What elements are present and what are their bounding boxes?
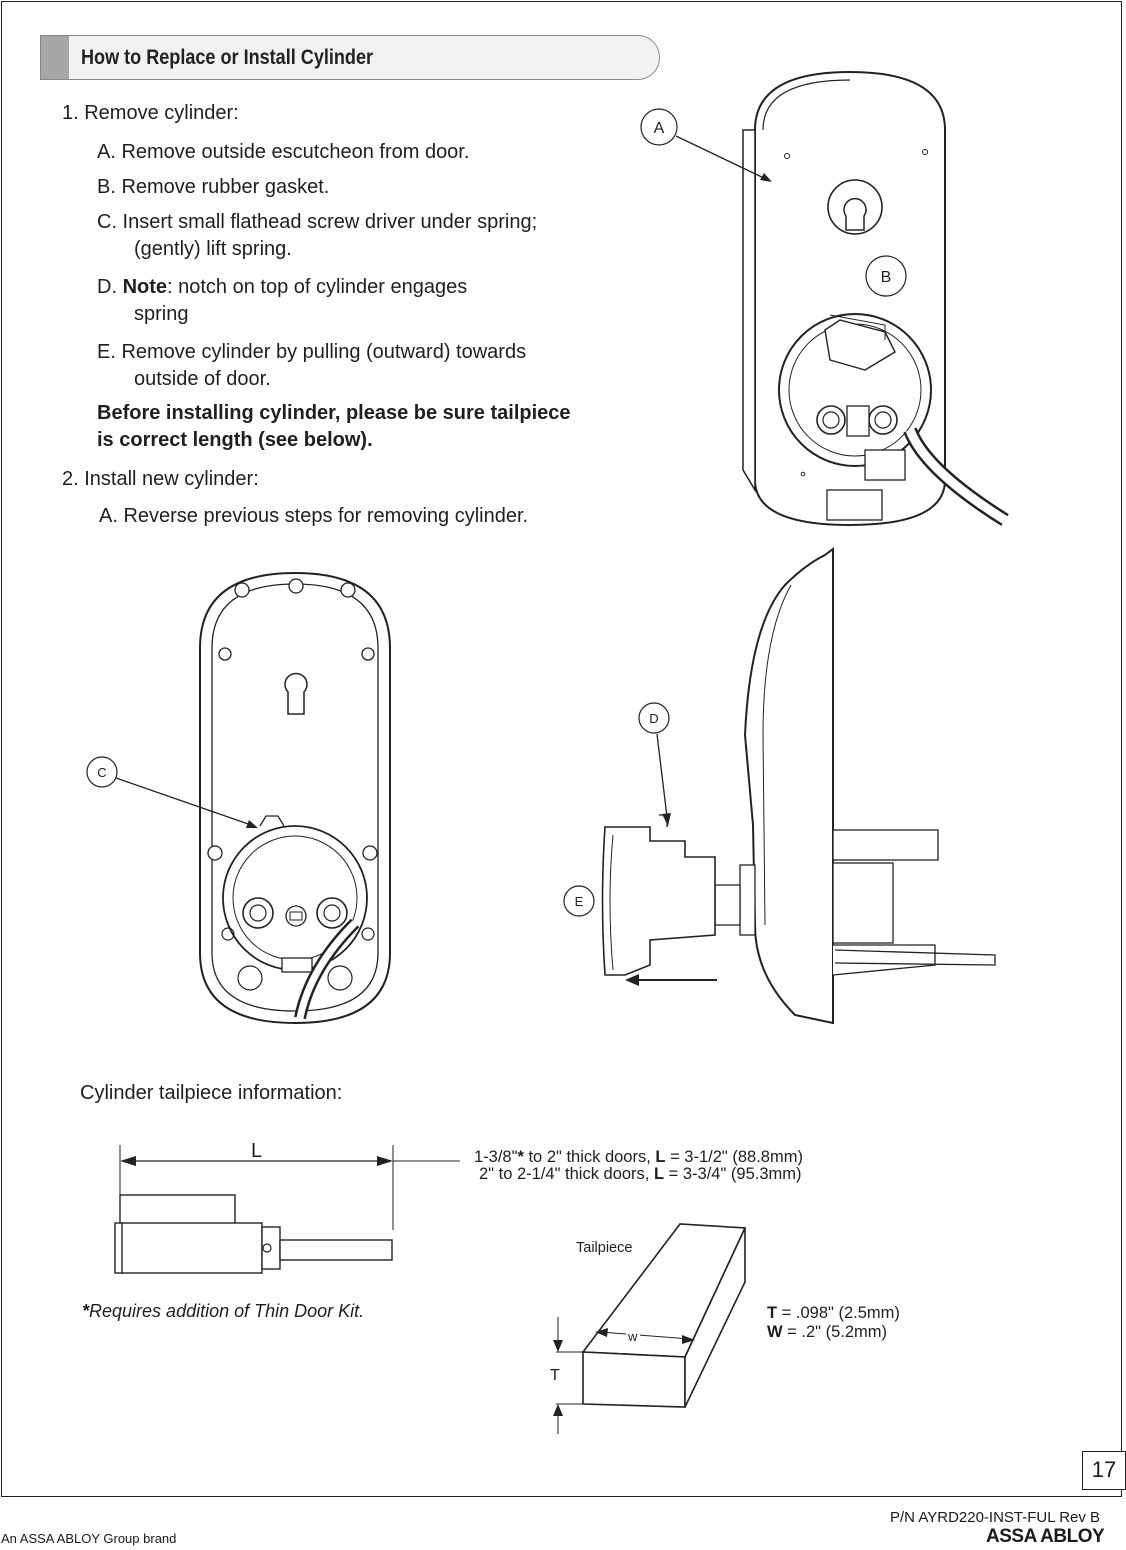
note-label: Note [122, 276, 168, 298]
spec2-length: = 3-3/4" (95.3mm) [664, 1165, 802, 1183]
spec1-thickness: 1-3/8" [474, 1148, 518, 1166]
spec1-length: = 3-1/2" (88.8mm) [665, 1148, 803, 1166]
callout-d-leader [638, 702, 688, 842]
spec-w-value: = .2" (5.2mm) [782, 1323, 888, 1341]
step-1c-line2: (gently) lift spring. [134, 238, 292, 260]
spec-t-value: = .098" (2.5mm) [777, 1304, 900, 1322]
callout-c: C [97, 765, 107, 780]
thin-door-note [82, 1299, 364, 1323]
spec-t-key: T [767, 1304, 778, 1322]
callout-b-label: B [880, 269, 892, 286]
spec2-text: 2" to 2-1/4" thick doors, [479, 1165, 654, 1183]
brand-line: An ASSA ABLOY Group brand [1, 1531, 177, 1546]
assa-abloy-logo: ASSA ABLOY [986, 1526, 1105, 1547]
tailpiece-thickness-spec [767, 1303, 900, 1323]
callout-e [563, 885, 597, 919]
step-1d-prefix: D. [97, 276, 123, 298]
section-header [40, 35, 660, 80]
callout-a-leader [640, 108, 780, 188]
step-1-heading: 1. Remove cylinder: [62, 102, 239, 124]
tailpiece-heading: Cylinder tailpiece information: [80, 1082, 343, 1104]
callout-e-label: E [574, 894, 584, 909]
width-label: w [628, 1329, 638, 1344]
part-number: P/N AYRD220-INST-FUL Rev B [890, 1509, 1101, 1526]
callout-d: D [649, 711, 659, 726]
warning-line1: Before installing cylinder, please be sure tailpiece [97, 402, 571, 424]
callout-a: A [653, 120, 665, 137]
step-2a: A. Reverse previous steps for removing cylinder. [99, 505, 529, 527]
header-accent-block [41, 36, 69, 79]
spec1-text: to 2" thick doors, [523, 1148, 656, 1166]
step-1e-line2: outside of door. [134, 368, 271, 390]
step-1d-text: : notch on top of cylinder engages [167, 276, 468, 298]
callout-c-leader [86, 756, 276, 836]
cylinder-length-figure [110, 1135, 460, 1285]
section-title: How to Replace or Install Cylinder [81, 46, 374, 69]
warning-line2: is correct length (see below). [97, 429, 373, 451]
step-1b: B. Remove rubber gasket. [97, 176, 330, 198]
spec-w-key: W [767, 1323, 783, 1341]
note-asterisk: * [82, 1301, 90, 1321]
step-1d-line2: spring [134, 303, 189, 325]
callout-b [864, 254, 908, 298]
step-1a: A. Remove outside escutcheon from door. [97, 141, 470, 163]
tailpiece-label: Tailpiece [576, 1240, 633, 1256]
step-1d-line1 [97, 275, 467, 299]
thickness-label: T [550, 1367, 560, 1384]
tailpiece-spec-line2 [479, 1164, 802, 1184]
spec1-l-key: L [655, 1148, 666, 1166]
step-2-heading: 2. Install new cylinder: [62, 468, 259, 490]
step-1c-line1: C. Insert small flathead screw driver under spring; [97, 211, 538, 233]
spec1-asterisk: * [517, 1148, 524, 1166]
page-number: 17 [1082, 1451, 1126, 1490]
spec2-l-key: L [653, 1165, 665, 1183]
tailpiece-width-spec [767, 1322, 887, 1342]
tailpiece-figure [540, 1222, 760, 1437]
length-dimension-label: L [251, 1140, 263, 1162]
step-1e-line1: E. Remove cylinder by pulling (outward) towards [97, 341, 527, 363]
note-text: Requires addition of Thin Door Kit. [89, 1301, 365, 1321]
